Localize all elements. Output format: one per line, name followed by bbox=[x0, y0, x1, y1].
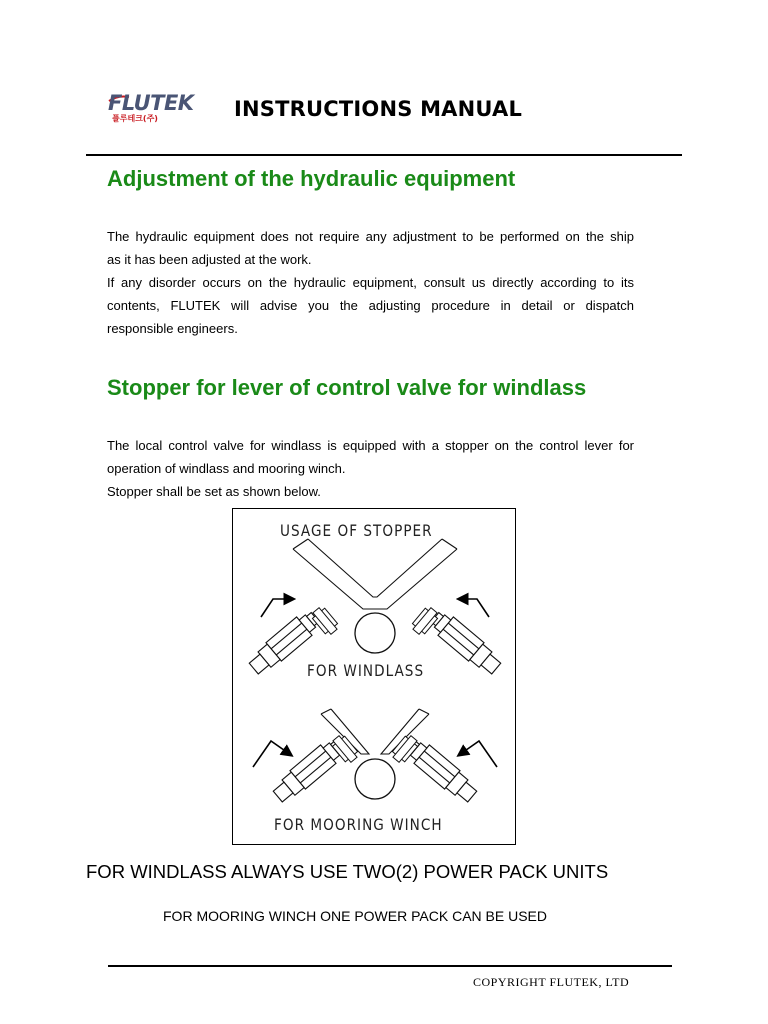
stopper-usage-diagram bbox=[232, 508, 516, 845]
text-line: If any disorder occurs on the hydraulic equipment, consult us directly according to its bbox=[107, 275, 634, 290]
copyright-text: COPYRIGHT FLUTEK, LTD bbox=[473, 975, 630, 989]
paragraph-adjustment-2 bbox=[107, 271, 634, 340]
section-heading-stopper: Stopper for lever of control valve for windlass bbox=[107, 375, 587, 400]
logo-wordmark: FLUTEK bbox=[108, 91, 194, 115]
header-divider bbox=[86, 154, 682, 156]
diagram-label-windlass: FOR WINDLASS bbox=[307, 661, 425, 680]
diagram-title: USAGE OF STOPPER bbox=[280, 521, 433, 540]
text-line: The local control valve for windlass is equipped with a stopper on the control lever for bbox=[107, 438, 634, 453]
paragraph-stopper-2 bbox=[107, 480, 634, 503]
paragraph-adjustment-1 bbox=[107, 225, 634, 271]
paragraph-stopper-1 bbox=[107, 434, 634, 480]
mooring-power-note: FOR MOORING WINCH ONE POWER PACK CAN BE USED bbox=[163, 908, 547, 924]
text-line: Stopper shall be set as shown below. bbox=[107, 484, 321, 499]
text-line: contents, FLUTEK will advise you the adjusting procedure in detail or dispatch bbox=[107, 298, 634, 313]
text-line: as it has been adjusted at the work. bbox=[107, 252, 312, 267]
manual-title: INSTRUCTIONS MANUAL bbox=[234, 97, 523, 121]
logo-subtitle: 플루테크(주) bbox=[112, 114, 158, 123]
mooring-lever-assembly bbox=[253, 709, 497, 806]
windlass-lever-assembly bbox=[246, 539, 504, 678]
text-line: responsible engineers. bbox=[107, 321, 238, 336]
footer-divider bbox=[108, 965, 672, 967]
windlass-power-note: FOR WINDLASS ALWAYS USE TWO(2) POWER PACK UNITS bbox=[86, 861, 609, 882]
text-line: The hydraulic equipment does not require any adjustment to be performed on the ship bbox=[107, 229, 634, 244]
diagram-label-mooring: FOR MOORING WINCH bbox=[274, 815, 443, 834]
text-line: operation of windlass and mooring winch. bbox=[107, 461, 346, 476]
section-heading-adjustment: Adjustment of the hydraulic equipment bbox=[107, 166, 516, 191]
flutek-logo bbox=[108, 92, 192, 128]
